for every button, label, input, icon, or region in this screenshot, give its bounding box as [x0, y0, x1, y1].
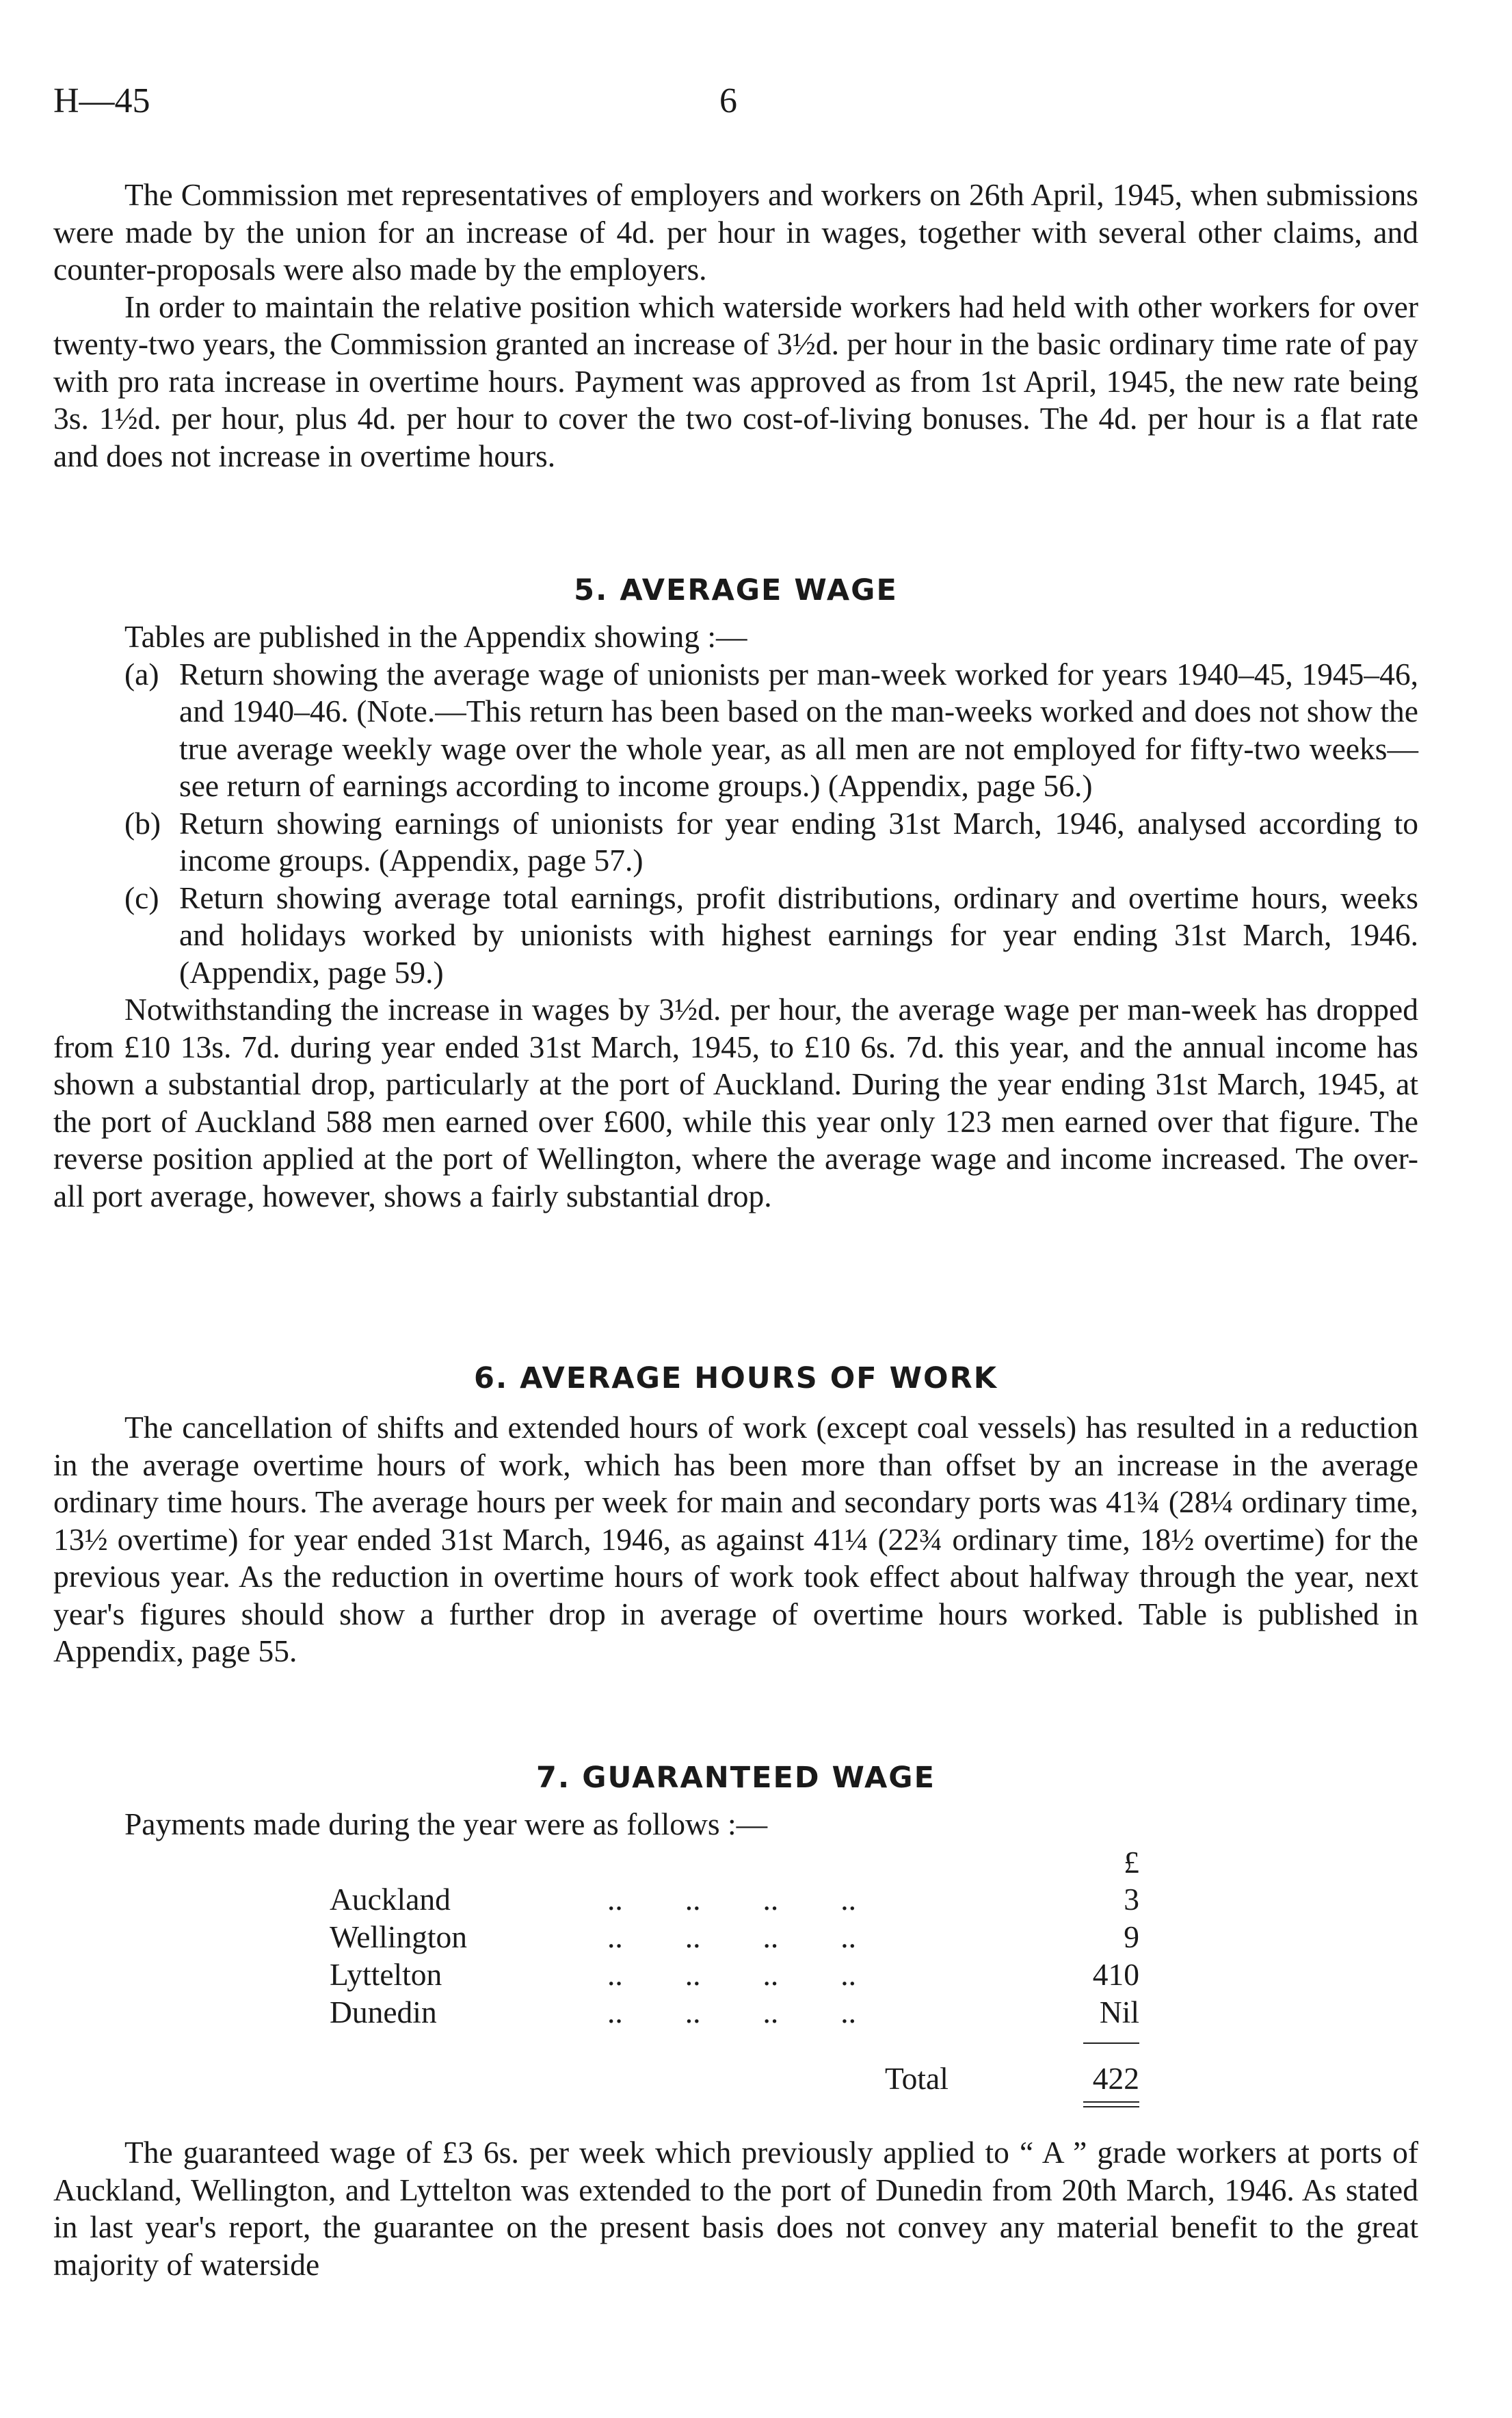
section-5-heading: 5. AVERAGE WAGE — [574, 573, 898, 607]
table-row — [330, 1994, 437, 2032]
section-7-body — [53, 2134, 1418, 2283]
total-value: 422 — [1092, 2061, 1139, 2096]
report-code: H—45 — [53, 81, 150, 120]
section-7-intro: Payments made during the year were as follows :— — [124, 1806, 768, 1841]
list-item-b — [53, 805, 1418, 880]
leader-dots: .. .. .. .. — [607, 1995, 856, 2029]
list-item-a — [53, 656, 1418, 805]
section-5-body — [53, 618, 1418, 1215]
section-5-paragraph: Notwithstanding the increase in wages by 3½d. per hour, the average wage per man-week has dropped from £10 13s. 7d. during year ended 31st March, 1945, to £10 6s. 7d. this year, and the annual income has shown a substantial drop, particularly at the port of Auckland. During the year ending 31st March, 1945, at the port of Auckland 588 men earned over £600, while this year only 123 men earned over that figure. The reverse position applied at the port of Wellington, where the average wage and income increased. The over-all port average, however, shows a fairly substantial drop. — [53, 992, 1418, 1213]
list-text-c: Return showing average total earnings, profit distributions, ordinary and overtime hours, weeks and holidays worked by unionists with highest earnings for year ending 31st March, 1946. (Appendix, page 59.) — [179, 880, 1418, 990]
intro-paragraph-1: The Commission met representatives of employers and workers on 26th April, 1945, when submissions were made by the union for an increase of 4d. per hour in wages, together with several other claims, and counter-proposals were also made by the employers. — [53, 177, 1418, 287]
leader-dots: .. .. .. .. — [607, 1919, 856, 1954]
section-7-heading: 7. GUARANTEED WAGE — [536, 1761, 936, 1795]
section-5-intro: Tables are published in the Appendix showing :— — [124, 619, 747, 654]
section-7-paragraph: The guaranteed wage of £3 6s. per week which previously applied to “ A ” grade workers at ports of Auckland, Wellington, and Lyttelton was extended to the port of Dunedin from 20th March, 1946. As stated in last year's report, the guarantee on the present basis does not convey any material benefit to the great majority of waterside — [53, 2135, 1418, 2282]
port-name: Wellington — [330, 1919, 468, 1954]
port-value: 9 — [1124, 1919, 1139, 1954]
total-label: Total — [885, 2061, 949, 2096]
list-item-c — [53, 880, 1418, 992]
section-6-heading: 6. AVERAGE HOURS OF WORK — [473, 1361, 998, 1395]
page-number: 6 — [719, 81, 737, 120]
port-name: Lyttelton — [330, 1957, 442, 1992]
intro-section — [53, 176, 1418, 475]
port-name: Dunedin — [330, 1995, 437, 2029]
leader-dots: .. .. .. .. — [607, 1957, 856, 1992]
port-value: Nil — [1099, 1995, 1139, 2029]
table-row — [330, 1881, 451, 1919]
leader-dots: .. .. .. .. — [607, 1882, 856, 1917]
subtotal-rule — [1083, 2042, 1139, 2044]
list-text-b: Return showing earnings of unionists for year ending 31st March, 1946, analysed according to income groups. (Appendix, page 57.) — [179, 805, 1418, 878]
table-row — [330, 1919, 467, 1956]
total-double-rule-top — [1083, 2101, 1139, 2103]
table-row — [330, 1956, 442, 1994]
section-7-intro-wrap — [53, 1806, 1418, 1843]
currency-header: £ — [1124, 1845, 1139, 1880]
port-value: 3 — [1124, 1882, 1139, 1917]
list-label-a: (a) — [124, 656, 159, 692]
total-double-rule-bottom — [1083, 2106, 1139, 2107]
intro-paragraph-2: In order to maintain the relative position which waterside workers had held with other workers for over twenty-two years, the Commission granted an increase of 3½d. per hour in the basic ordinary time rate of pay with pro rata increase in overtime hours. Payment was approved as from 1st April, 1945, the new rate being 3s. 1½d. per hour, plus 4d. per hour to cover the two cost-of-living bonuses. The 4d. per hour is a flat rate and does not increase in overtime hours. — [53, 289, 1418, 473]
port-value: 410 — [1092, 1957, 1139, 1992]
list-text-a: Return showing the average wage of unionists per man-week worked for years 1940–45, 1945–46, and 1940–46. (Note.—This return has been based on the man-weeks worked and does not show the true average weekly wage over the whole year, as all men are not employed for fifty-two weeks—see return of earnings according to income groups.) (Appendix, page 56.) — [179, 656, 1418, 803]
port-name: Auckland — [330, 1882, 451, 1917]
list-label-b: (b) — [124, 805, 161, 841]
section-6-paragraph: The cancellation of shifts and extended hours of work (except coal vessels) has resulted in a reduction in the average overtime hours of work, which has been more than offset by an increase in the average ordinary time hours. The average hours per week for main and secondary ports was 41¾ (28¼ ordinary time, 13½ overtime) for year ended 31st March, 1946, as against 41¼ (22¾ ordinary time, 18½ overtime) for the previous year. As the reduction in overtime hours of work took effect about halfway through the year, next year's figures should show a further drop in average of overtime hours worked. Table is published in Appendix, page 55. — [53, 1410, 1418, 1668]
list-label-c: (c) — [124, 880, 159, 915]
section-6-body — [53, 1409, 1418, 1670]
